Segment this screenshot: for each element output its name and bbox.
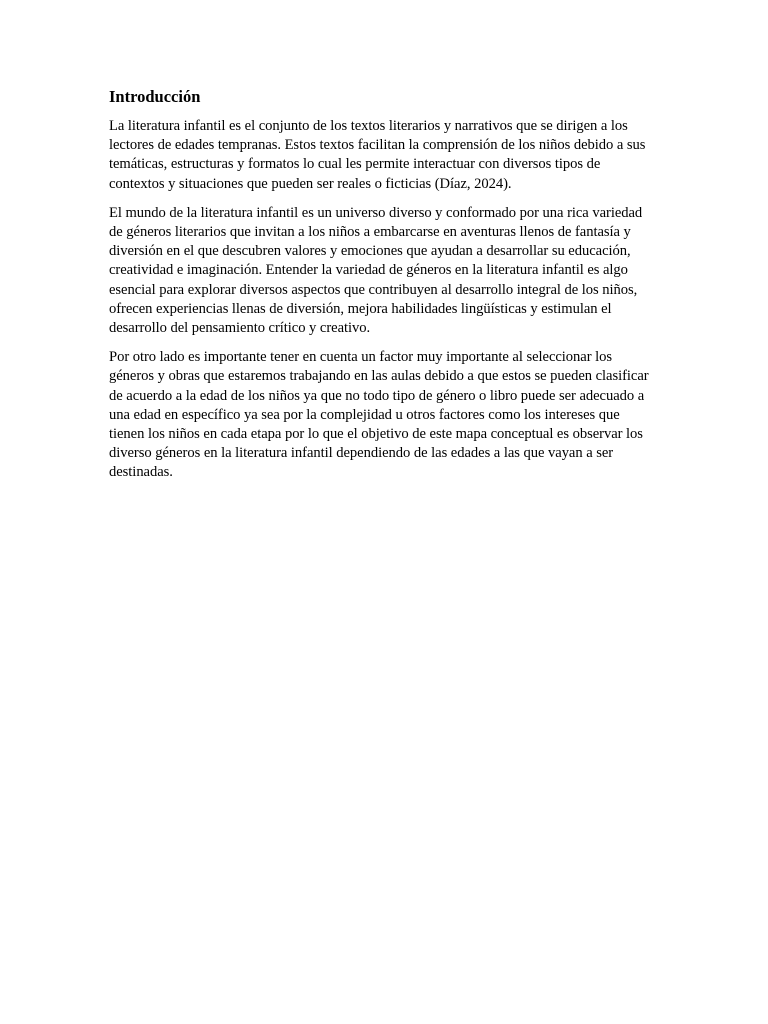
document-body (109, 86, 657, 493)
section-heading: Introducción (109, 87, 201, 106)
paragraph-3: Por otro lado es importante tener en cuenta un factor muy importante al seleccionar los géneros y obras que estaremos trabajando en las aulas debido a que estos se pueden clasificar de acuerdo a la edad de los niños ya que no todo tipo de género o libro puede ser adecuado a una edad en específico ya sea por la complejidad u otros factores como los intereses que tienen los niños en cada etapa por lo que el objetivo de este mapa conceptual es observar los diverso géneros en la literatura infantil dependiendo de las edades a las que vayan a ser destinadas. (109, 349, 649, 481)
paragraph-1: La literatura infantil es el conjunto de los textos literarios y narrativos que se dirigen a los lectores de edades tempranas. Estos textos facilitan la comprensión de los niños debido a sus temáticas, estructuras y formatos lo cual les permite interactuar con diversos tipos de contextos y situaciones que pueden ser reales o ficticias (Díaz, 2024). (109, 118, 646, 192)
paragraph-2: El mundo de la literatura infantil es un universo diverso y conformado por una rica variedad de géneros literarios que invitan a los niños a embarcarse en aventuras llenos de fantasía y diversión en el que descubren valores y emociones que ayudan a desarrollar su educación, creatividad e imaginación. Entender la variedad de géneros en la literatura infantil es algo esencial para explorar diversos aspectos que contribuyen al desarrollo integral de los niños, ofrecen experiencias llenas de diversión, mejora habilidades lingüísticas y estimulan el desarrollo del pensamiento crítico y creativo. (109, 204, 643, 337)
